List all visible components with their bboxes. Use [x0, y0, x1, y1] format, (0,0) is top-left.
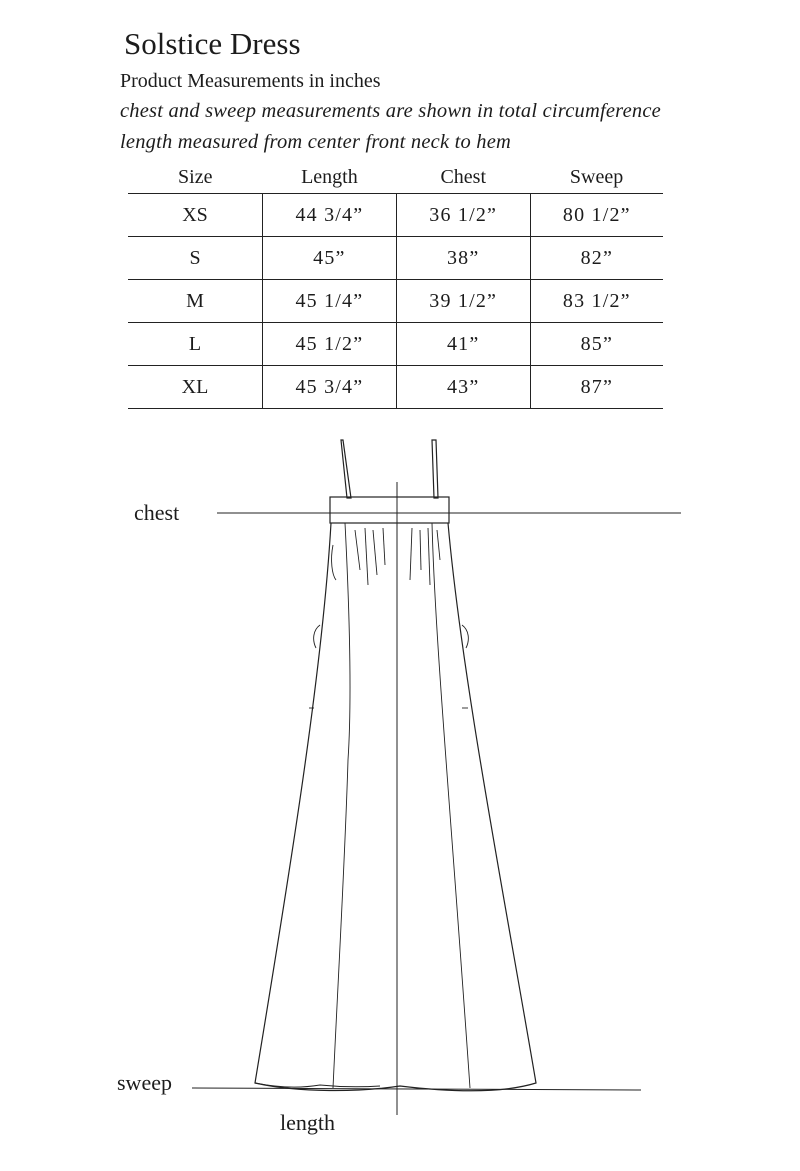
sweep-cell: 87”: [530, 366, 663, 409]
measurement-note-length: length measured from center front neck to hem: [120, 131, 512, 153]
subtitle: Product Measurements in inches: [120, 70, 381, 92]
size-cell: XS: [128, 194, 263, 237]
length-cell: 45 1/2”: [263, 323, 397, 366]
size-cell: S: [128, 237, 263, 280]
sweep-cell: 80 1/2”: [530, 194, 663, 237]
length-label: length: [280, 1110, 335, 1135]
dress-waistband: [330, 497, 449, 523]
sweep-cell: 83 1/2”: [530, 280, 663, 323]
measurement-note-circumference: chest and sweep measurements are shown in total circumference: [120, 100, 661, 122]
chest-cell: 36 1/2”: [396, 194, 530, 237]
sweep-label: sweep: [117, 1070, 172, 1095]
sweep-cell: 85”: [530, 323, 663, 366]
chest-label: chest: [134, 500, 180, 525]
dress-straps: [341, 440, 438, 498]
dress-pockets: [309, 625, 468, 708]
length-cell: 45 1/4”: [263, 280, 397, 323]
length-cell: 45”: [263, 237, 397, 280]
page-title: Solstice Dress: [124, 26, 301, 61]
chest-cell: 39 1/2”: [396, 280, 530, 323]
size-cell: M: [128, 280, 263, 323]
sweep-cell: 82”: [530, 237, 663, 280]
header-sweep: Sweep: [530, 162, 663, 194]
chest-cell: 41”: [396, 323, 530, 366]
header-size: Size: [128, 162, 263, 194]
header-length: Length: [263, 162, 397, 194]
dress-folds: [332, 523, 470, 1088]
dress-body-outline: [255, 523, 536, 1091]
length-cell: 45 3/4”: [263, 366, 397, 409]
size-cell: XL: [128, 366, 263, 409]
size-cell: L: [128, 323, 263, 366]
header-chest: Chest: [396, 162, 530, 194]
chest-cell: 43”: [396, 366, 530, 409]
chest-cell: 38”: [396, 237, 530, 280]
length-cell: 44 3/4”: [263, 194, 397, 237]
